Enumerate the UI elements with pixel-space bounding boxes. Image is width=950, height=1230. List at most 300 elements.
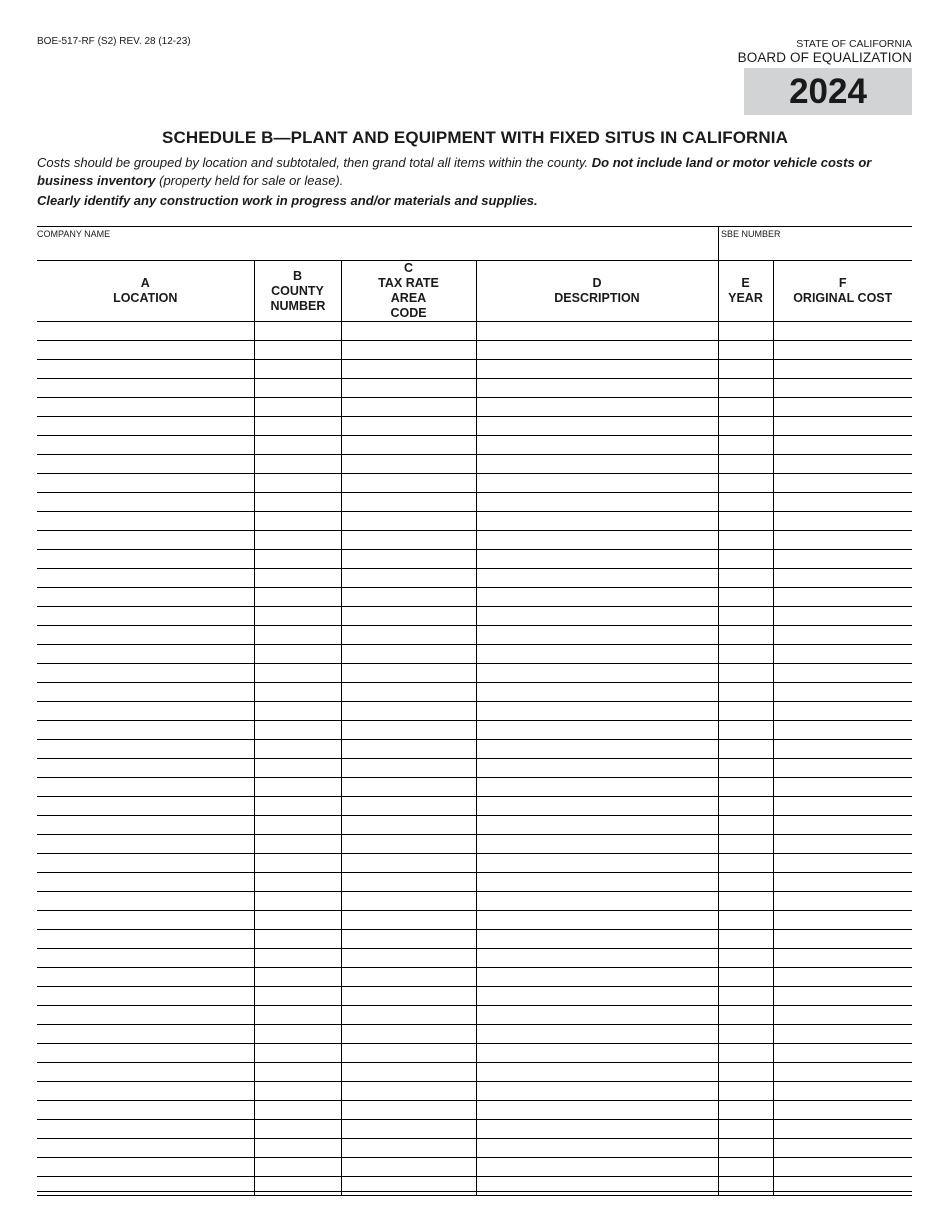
table-row — [37, 740, 912, 759]
cell-year — [718, 835, 773, 854]
description-input[interactable] — [477, 836, 718, 854]
cell-year — [718, 398, 773, 417]
location-input[interactable] — [37, 1140, 254, 1158]
cell-tax-rate-area-code — [341, 1177, 476, 1196]
cell-original-cost — [773, 531, 912, 550]
original-cost-input[interactable] — [774, 684, 913, 702]
county-number-input[interactable] — [255, 456, 341, 474]
year-input[interactable] — [719, 532, 773, 550]
description-input[interactable] — [477, 741, 718, 759]
county-number-input[interactable] — [255, 1045, 341, 1063]
county-number-input[interactable] — [255, 342, 341, 360]
location-input[interactable] — [37, 589, 254, 607]
year-input[interactable] — [719, 893, 773, 911]
original-cost-input[interactable] — [774, 760, 913, 778]
tax-rate-area-code-input[interactable] — [342, 1045, 476, 1063]
year-input[interactable] — [719, 817, 773, 835]
description-input[interactable] — [477, 931, 718, 949]
tax-rate-area-code-input[interactable] — [342, 931, 476, 949]
tax-rate-area-code-input[interactable] — [342, 589, 476, 607]
tax-rate-area-code-input[interactable] — [342, 1121, 476, 1139]
year-input[interactable] — [719, 1045, 773, 1063]
original-cost-input[interactable] — [774, 532, 913, 550]
county-number-input[interactable] — [255, 475, 341, 493]
tax-rate-area-code-input[interactable] — [342, 1083, 476, 1101]
tax-rate-area-code-input[interactable] — [342, 722, 476, 740]
location-input[interactable] — [37, 456, 254, 474]
description-input[interactable] — [477, 532, 718, 550]
location-input[interactable] — [37, 798, 254, 816]
year-input[interactable] — [719, 1159, 773, 1177]
description-input[interactable] — [477, 969, 718, 987]
original-cost-input[interactable] — [774, 589, 913, 607]
tax-rate-area-code-input[interactable] — [342, 1178, 476, 1196]
year-input[interactable] — [719, 836, 773, 854]
year-input[interactable] — [719, 1064, 773, 1082]
description-input[interactable] — [477, 912, 718, 930]
cell-original-cost — [773, 1177, 912, 1196]
original-cost-input[interactable] — [774, 855, 913, 873]
tax-rate-area-code-input[interactable] — [342, 532, 476, 550]
county-number-input[interactable] — [255, 323, 341, 341]
year-input[interactable] — [719, 798, 773, 816]
tax-rate-area-code-input[interactable] — [342, 741, 476, 759]
year-input[interactable] — [719, 437, 773, 455]
original-cost-input[interactable] — [774, 475, 913, 493]
county-number-input[interactable] — [255, 760, 341, 778]
location-input[interactable] — [37, 855, 254, 873]
year-input[interactable] — [719, 608, 773, 626]
tax-rate-area-code-input[interactable] — [342, 475, 476, 493]
cell-description — [476, 1082, 718, 1101]
description-input[interactable] — [477, 1045, 718, 1063]
sbe-number-input[interactable] — [721, 240, 911, 260]
county-number-input[interactable] — [255, 513, 341, 531]
description-input[interactable] — [477, 513, 718, 531]
year-input[interactable] — [719, 760, 773, 778]
tax-rate-area-code-input[interactable] — [342, 627, 476, 645]
tax-rate-area-code-input[interactable] — [342, 570, 476, 588]
tax-rate-area-code-input[interactable] — [342, 912, 476, 930]
tax-rate-area-code-input[interactable] — [342, 684, 476, 702]
original-cost-input[interactable] — [774, 893, 913, 911]
tax-rate-area-code-input[interactable] — [342, 646, 476, 664]
location-input[interactable] — [37, 912, 254, 930]
description-input[interactable] — [477, 1178, 718, 1196]
original-cost-input[interactable] — [774, 456, 913, 474]
year-input[interactable] — [719, 570, 773, 588]
original-cost-input[interactable] — [774, 1178, 913, 1196]
county-number-input[interactable] — [255, 969, 341, 987]
tax-rate-area-code-input[interactable] — [342, 1102, 476, 1120]
county-number-input[interactable] — [255, 1083, 341, 1101]
tax-rate-area-code-input[interactable] — [342, 665, 476, 683]
original-cost-input[interactable] — [774, 703, 913, 721]
county-number-input[interactable] — [255, 1159, 341, 1177]
year-input[interactable] — [719, 931, 773, 949]
column-label: TAX RATE AREA CODE — [378, 276, 439, 320]
original-cost-input[interactable] — [774, 323, 913, 341]
location-input[interactable] — [37, 931, 254, 949]
year-input[interactable] — [719, 912, 773, 930]
location-input[interactable] — [37, 418, 254, 436]
description-input[interactable] — [477, 893, 718, 911]
original-cost-input[interactable] — [774, 722, 913, 740]
county-number-input[interactable] — [255, 437, 341, 455]
location-input[interactable] — [37, 893, 254, 911]
year-input[interactable] — [719, 418, 773, 436]
location-input[interactable] — [37, 437, 254, 455]
county-number-input[interactable] — [255, 779, 341, 797]
tax-rate-area-code-input[interactable] — [342, 969, 476, 987]
year-input[interactable] — [719, 779, 773, 797]
year-input[interactable] — [719, 722, 773, 740]
year-input[interactable] — [719, 1178, 773, 1196]
year-input[interactable] — [719, 665, 773, 683]
location-input[interactable] — [37, 399, 254, 417]
location-input[interactable] — [37, 475, 254, 493]
description-input[interactable] — [477, 988, 718, 1006]
original-cost-input[interactable] — [774, 342, 913, 360]
original-cost-input[interactable] — [774, 817, 913, 835]
column-header-original-cost — [773, 261, 912, 322]
tax-rate-area-code-input[interactable] — [342, 494, 476, 512]
cell-description — [476, 816, 718, 835]
location-input[interactable] — [37, 988, 254, 1006]
location-input[interactable] — [37, 570, 254, 588]
location-input[interactable] — [37, 874, 254, 892]
original-cost-input[interactable] — [774, 551, 913, 569]
original-cost-input[interactable] — [774, 437, 913, 455]
location-input[interactable] — [37, 722, 254, 740]
original-cost-input[interactable] — [774, 988, 913, 1006]
location-input[interactable] — [37, 1121, 254, 1139]
original-cost-input[interactable] — [774, 779, 913, 797]
year-input[interactable] — [719, 741, 773, 759]
original-cost-input[interactable] — [774, 380, 913, 398]
year-input[interactable] — [719, 1121, 773, 1139]
description-input[interactable] — [477, 1140, 718, 1158]
description-input[interactable] — [477, 551, 718, 569]
description-input[interactable] — [477, 950, 718, 968]
year-input[interactable] — [719, 1007, 773, 1025]
county-number-input[interactable] — [255, 741, 341, 759]
year-input[interactable] — [719, 380, 773, 398]
county-number-input[interactable] — [255, 608, 341, 626]
original-cost-input[interactable] — [774, 1083, 913, 1101]
cell-location — [37, 512, 254, 531]
description-input[interactable] — [477, 608, 718, 626]
location-input[interactable] — [37, 1045, 254, 1063]
tax-rate-area-code-input[interactable] — [342, 855, 476, 873]
tax-rate-area-code-input[interactable] — [342, 1159, 476, 1177]
location-input[interactable] — [37, 817, 254, 835]
location-input[interactable] — [37, 779, 254, 797]
county-number-input[interactable] — [255, 646, 341, 664]
tax-rate-area-code-input[interactable] — [342, 1140, 476, 1158]
location-input[interactable] — [37, 836, 254, 854]
cell-tax-rate-area-code — [341, 1158, 476, 1177]
description-input[interactable] — [477, 342, 718, 360]
tax-rate-area-code-input[interactable] — [342, 551, 476, 569]
tax-rate-area-code-input[interactable] — [342, 760, 476, 778]
location-input[interactable] — [37, 1178, 254, 1196]
year-input[interactable] — [719, 855, 773, 873]
original-cost-input[interactable] — [774, 931, 913, 949]
tax-rate-area-code-input[interactable] — [342, 323, 476, 341]
year-input[interactable] — [719, 361, 773, 379]
county-number-input[interactable] — [255, 361, 341, 379]
county-number-input[interactable] — [255, 988, 341, 1006]
tax-rate-area-code-input[interactable] — [342, 513, 476, 531]
original-cost-input[interactable] — [774, 1007, 913, 1025]
location-input[interactable] — [37, 494, 254, 512]
cell-tax-rate-area-code — [341, 531, 476, 550]
county-number-input[interactable] — [255, 1178, 341, 1196]
tax-rate-area-code-input[interactable] — [342, 456, 476, 474]
year-input[interactable] — [719, 1140, 773, 1158]
county-number-input[interactable] — [255, 684, 341, 702]
description-input[interactable] — [477, 855, 718, 873]
year-input[interactable] — [719, 1026, 773, 1044]
county-number-input[interactable] — [255, 494, 341, 512]
location-input[interactable] — [37, 1083, 254, 1101]
original-cost-input[interactable] — [774, 418, 913, 436]
county-number-input[interactable] — [255, 874, 341, 892]
location-input[interactable] — [37, 741, 254, 759]
location-input[interactable] — [37, 380, 254, 398]
year-input[interactable] — [719, 988, 773, 1006]
description-input[interactable] — [477, 361, 718, 379]
county-number-input[interactable] — [255, 532, 341, 550]
original-cost-input[interactable] — [774, 1140, 913, 1158]
tax-rate-area-code-input[interactable] — [342, 342, 476, 360]
cell-tax-rate-area-code — [341, 702, 476, 721]
county-number-input[interactable] — [255, 855, 341, 873]
original-cost-input[interactable] — [774, 570, 913, 588]
tax-rate-area-code-input[interactable] — [342, 836, 476, 854]
year-input[interactable] — [719, 342, 773, 360]
tax-rate-area-code-input[interactable] — [342, 437, 476, 455]
county-number-input[interactable] — [255, 836, 341, 854]
county-number-input[interactable] — [255, 589, 341, 607]
tax-rate-area-code-input[interactable] — [342, 1007, 476, 1025]
year-input[interactable] — [719, 589, 773, 607]
description-input[interactable] — [477, 1159, 718, 1177]
company-name-input[interactable] — [37, 240, 713, 260]
original-cost-input[interactable] — [774, 361, 913, 379]
description-input[interactable] — [477, 798, 718, 816]
tax-rate-area-code-input[interactable] — [342, 1064, 476, 1082]
county-number-input[interactable] — [255, 551, 341, 569]
tax-rate-area-code-input[interactable] — [342, 779, 476, 797]
description-input[interactable] — [477, 1102, 718, 1120]
cell-description — [476, 550, 718, 569]
table-row — [37, 778, 912, 797]
description-input[interactable] — [477, 760, 718, 778]
county-number-input[interactable] — [255, 570, 341, 588]
description-input[interactable] — [477, 323, 718, 341]
location-input[interactable] — [37, 1159, 254, 1177]
original-cost-input[interactable] — [774, 1121, 913, 1139]
tax-rate-area-code-input[interactable] — [342, 817, 476, 835]
year-input[interactable] — [719, 684, 773, 702]
year-input[interactable] — [719, 475, 773, 493]
location-input[interactable] — [37, 608, 254, 626]
county-number-input[interactable] — [255, 1026, 341, 1044]
location-input[interactable] — [37, 760, 254, 778]
year-input[interactable] — [719, 513, 773, 531]
description-input[interactable] — [477, 779, 718, 797]
description-input[interactable] — [477, 494, 718, 512]
county-number-input[interactable] — [255, 912, 341, 930]
description-input[interactable] — [477, 627, 718, 645]
description-input[interactable] — [477, 684, 718, 702]
location-input[interactable] — [37, 969, 254, 987]
location-input[interactable] — [37, 1102, 254, 1120]
original-cost-input[interactable] — [774, 912, 913, 930]
year-input[interactable] — [719, 323, 773, 341]
cell-location — [37, 778, 254, 797]
description-input[interactable] — [477, 665, 718, 683]
location-input[interactable] — [37, 551, 254, 569]
original-cost-input[interactable] — [774, 969, 913, 987]
county-number-input[interactable] — [255, 665, 341, 683]
tax-rate-area-code-input[interactable] — [342, 988, 476, 1006]
year-input[interactable] — [719, 969, 773, 987]
original-cost-input[interactable] — [774, 1064, 913, 1082]
description-input[interactable] — [477, 570, 718, 588]
description-input[interactable] — [477, 399, 718, 417]
location-input[interactable] — [37, 950, 254, 968]
description-input[interactable] — [477, 817, 718, 835]
original-cost-input[interactable] — [774, 741, 913, 759]
location-input[interactable] — [37, 703, 254, 721]
county-number-input[interactable] — [255, 817, 341, 835]
original-cost-input[interactable] — [774, 950, 913, 968]
original-cost-input[interactable] — [774, 874, 913, 892]
tax-rate-area-code-input[interactable] — [342, 874, 476, 892]
county-number-input[interactable] — [255, 703, 341, 721]
year-input[interactable] — [719, 494, 773, 512]
location-input[interactable] — [37, 684, 254, 702]
original-cost-input[interactable] — [774, 1026, 913, 1044]
county-number-input[interactable] — [255, 1102, 341, 1120]
county-number-input[interactable] — [255, 722, 341, 740]
description-input[interactable] — [477, 1064, 718, 1082]
original-cost-input[interactable] — [774, 665, 913, 683]
year-input[interactable] — [719, 646, 773, 664]
location-input[interactable] — [37, 1026, 254, 1044]
description-input[interactable] — [477, 456, 718, 474]
tax-rate-area-code-input[interactable] — [342, 798, 476, 816]
location-input[interactable] — [37, 532, 254, 550]
tax-rate-area-code-input[interactable] — [342, 950, 476, 968]
location-input[interactable] — [37, 1064, 254, 1082]
description-input[interactable] — [477, 874, 718, 892]
description-input[interactable] — [477, 380, 718, 398]
original-cost-input[interactable] — [774, 1102, 913, 1120]
original-cost-input[interactable] — [774, 1159, 913, 1177]
tax-rate-area-code-input[interactable] — [342, 418, 476, 436]
county-number-input[interactable] — [255, 893, 341, 911]
county-number-input[interactable] — [255, 418, 341, 436]
cell-description — [476, 645, 718, 664]
year-input[interactable] — [719, 1102, 773, 1120]
county-number-input[interactable] — [255, 1140, 341, 1158]
location-input[interactable] — [37, 361, 254, 379]
tax-rate-area-code-input[interactable] — [342, 380, 476, 398]
year-input[interactable] — [719, 874, 773, 892]
year-input[interactable] — [719, 456, 773, 474]
county-number-input[interactable] — [255, 1007, 341, 1025]
cell-year — [718, 987, 773, 1006]
original-cost-input[interactable] — [774, 608, 913, 626]
table-row — [37, 968, 912, 987]
description-input[interactable] — [477, 722, 718, 740]
location-input[interactable] — [37, 646, 254, 664]
original-cost-input[interactable] — [774, 513, 913, 531]
tax-rate-area-code-input[interactable] — [342, 1026, 476, 1044]
year-input[interactable] — [719, 627, 773, 645]
original-cost-input[interactable] — [774, 798, 913, 816]
tax-rate-area-code-input[interactable] — [342, 893, 476, 911]
location-input[interactable] — [37, 665, 254, 683]
location-input[interactable] — [37, 342, 254, 360]
original-cost-input[interactable] — [774, 494, 913, 512]
description-input[interactable] — [477, 1026, 718, 1044]
location-input[interactable] — [37, 627, 254, 645]
county-number-input[interactable] — [255, 950, 341, 968]
description-input[interactable] — [477, 589, 718, 607]
original-cost-input[interactable] — [774, 646, 913, 664]
county-number-input[interactable] — [255, 1121, 341, 1139]
original-cost-input[interactable] — [774, 836, 913, 854]
description-input[interactable] — [477, 1083, 718, 1101]
location-input[interactable] — [37, 513, 254, 531]
year-input[interactable] — [719, 551, 773, 569]
description-input[interactable] — [477, 437, 718, 455]
table-row — [37, 550, 912, 569]
location-input[interactable] — [37, 323, 254, 341]
tax-rate-area-code-input[interactable] — [342, 703, 476, 721]
year-input[interactable] — [719, 703, 773, 721]
tax-rate-area-code-input[interactable] — [342, 361, 476, 379]
county-number-input[interactable] — [255, 1064, 341, 1082]
description-input[interactable] — [477, 703, 718, 721]
tax-rate-area-code-input[interactable] — [342, 608, 476, 626]
description-input[interactable] — [477, 1007, 718, 1025]
county-number-input[interactable] — [255, 931, 341, 949]
county-number-input[interactable] — [255, 627, 341, 645]
county-number-input[interactable] — [255, 399, 341, 417]
description-input[interactable] — [477, 1121, 718, 1139]
description-input[interactable] — [477, 646, 718, 664]
county-number-input[interactable] — [255, 380, 341, 398]
original-cost-input[interactable] — [774, 627, 913, 645]
county-number-input[interactable] — [255, 798, 341, 816]
year-input[interactable] — [719, 1083, 773, 1101]
tax-rate-area-code-input[interactable] — [342, 399, 476, 417]
year-input[interactable] — [719, 950, 773, 968]
description-input[interactable] — [477, 418, 718, 436]
original-cost-input[interactable] — [774, 1045, 913, 1063]
year-input[interactable] — [719, 399, 773, 417]
original-cost-input[interactable] — [774, 399, 913, 417]
location-input[interactable] — [37, 1007, 254, 1025]
description-input[interactable] — [477, 475, 718, 493]
cell-original-cost — [773, 816, 912, 835]
